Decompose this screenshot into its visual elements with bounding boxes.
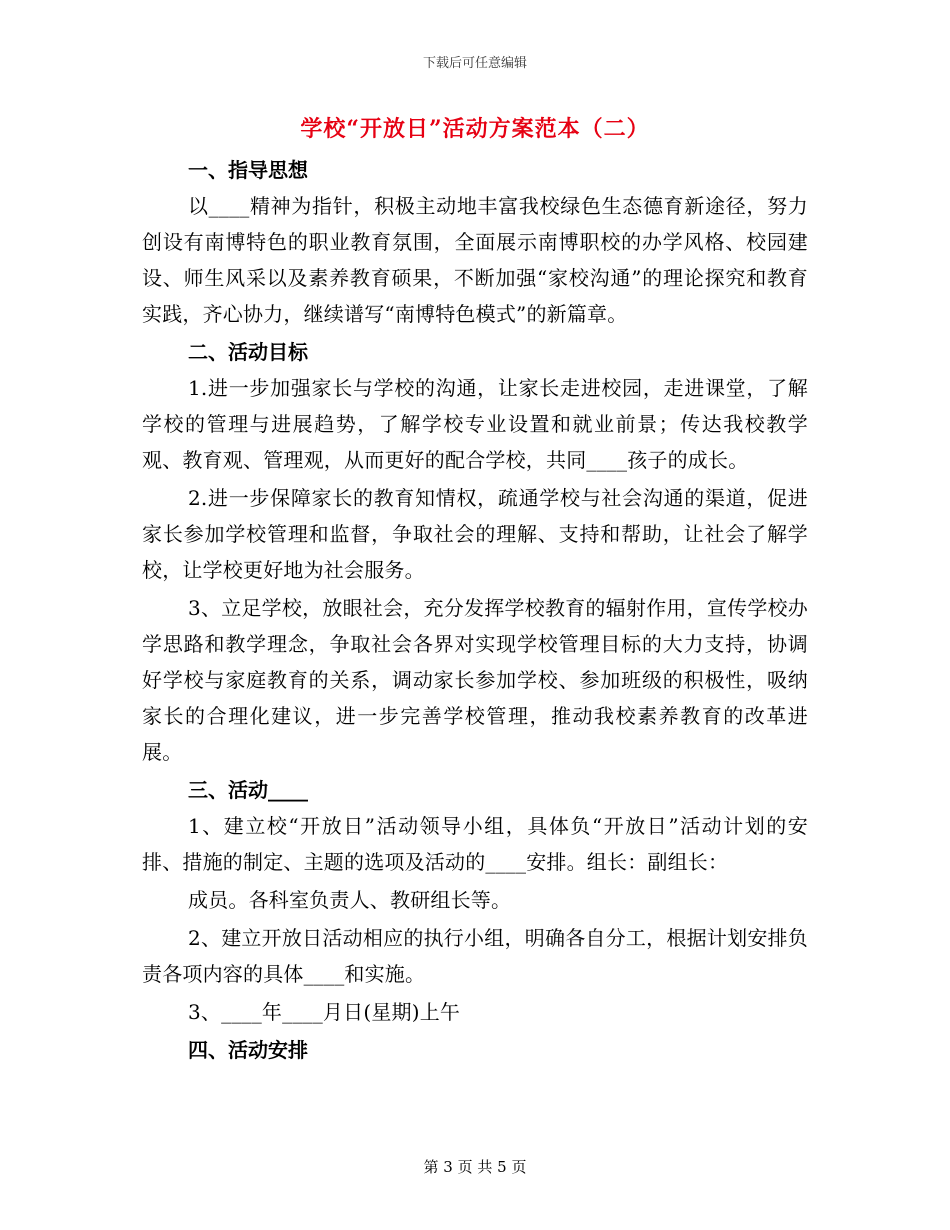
section-heading-activity-goals: 二、活动目标 xyxy=(188,340,308,364)
page-header-note: 下载后可任意编辑 xyxy=(422,56,527,71)
paragraph: 1.进一步加强家长与学校的沟通，让家长走进校园，走进课堂，了解学校的管理与进展趋势，了解学校专业设置和就业前景；传达我校教学观、教育观、管理观，从而更好的配合学校，共同____孩子的成长。 xyxy=(142,376,808,472)
paragraph: 3、立足学校，放眼社会，充分发挥学校教育的辐射作用，宣传学校办学思路和教学理念，争取社会各界对实现学校管理目标的大力支持，协调好学校与家庭教育的关系，调动家长参加学校、参加班级的积极性，吸纳家长的合理化建议，进一步完善学校管理，推动我校素养教育的改革进展。 xyxy=(142,596,808,764)
paragraph: 1、建立校“开放日”活动领导小组，具体负“开放日”活动计划的安排、措施的制定、主题的选项及活动的____安排。组长：副组长： xyxy=(142,814,808,874)
section-heading-guiding-ideology: 一、指导思想 xyxy=(188,158,308,182)
document-body xyxy=(142,152,808,1068)
paragraph: 2.进一步保障家长的教育知情权，疏通学校与社会沟通的渠道，促进家长参加学校管理和监督，争取社会的理解、支持和帮助，让社会了解学校，让学校更好地为社会服务。 xyxy=(142,486,808,582)
paragraph: 2、建立开放日活动相应的执行小组，明确各自分工，根据计划安排负责各项内容的具体____和实施。 xyxy=(142,926,808,986)
section-heading-activity-arrangement: 四、活动安排 xyxy=(188,1038,308,1062)
paragraph: 以____精神为指针，积极主动地丰富我校绿色生态德育新途径，努力创设有南博特色的职业教育氛围，全面展示南博职校的办学风格、校园建设、师生风采以及素养教育硕果，不断加强“家校沟通”的理论探究和教育实践，齐心协力，继续谱写“南博特色模式”的新篇章。 xyxy=(142,194,808,326)
section-heading-activity: 三、活动____ xyxy=(188,778,308,802)
document-title: 学校“开放日”活动方案范本（二） xyxy=(300,116,650,142)
paragraph: 成员。各科室负责人、教研组长等。 xyxy=(188,888,512,912)
paragraph: 3、____年____月日(星期)上午 xyxy=(188,1000,461,1024)
page-number: 第 3 页 共 5 页 xyxy=(423,1158,527,1176)
